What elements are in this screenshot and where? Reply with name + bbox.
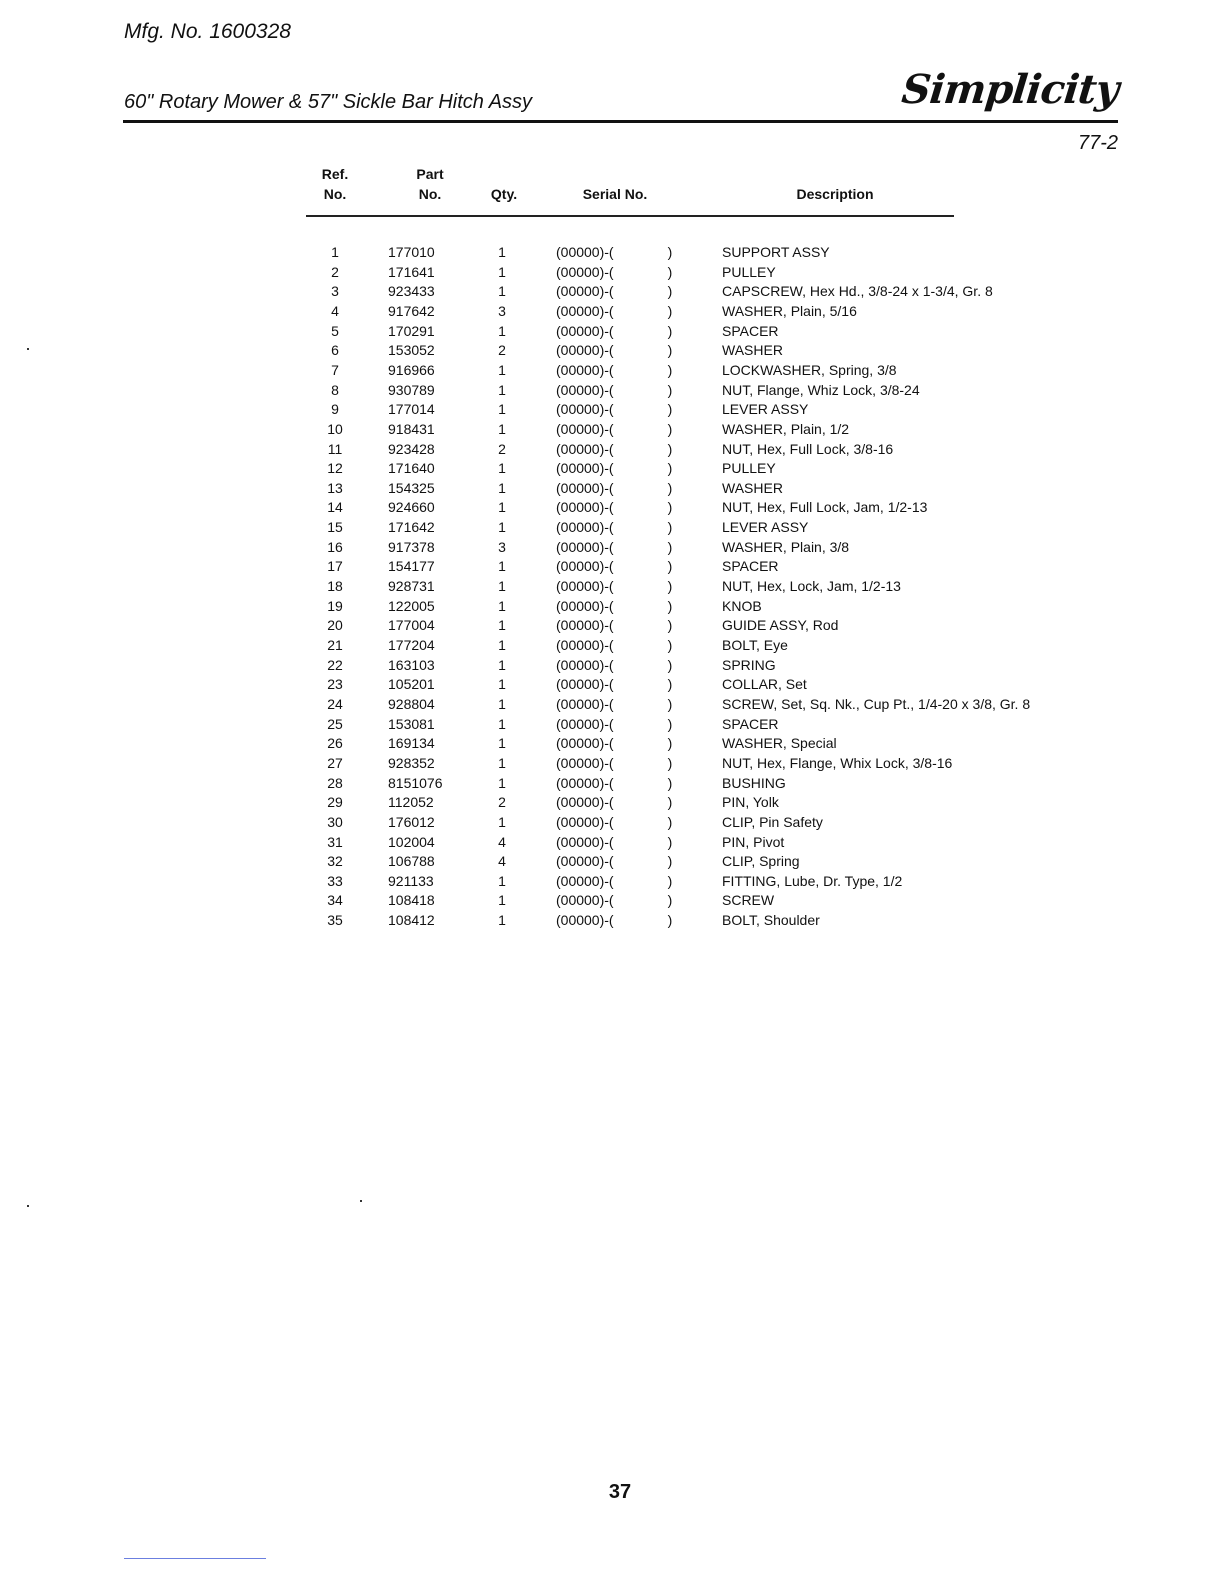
part-qty: 1 — [498, 637, 506, 653]
table-row — [0, 597, 1224, 617]
part-serial-close: ) — [667, 322, 673, 339]
column-header-part-line2: No. — [418, 186, 442, 202]
part-ref: 8 — [331, 381, 339, 398]
footer-line — [124, 1558, 266, 1559]
part-serial-close: ) — [667, 853, 673, 870]
part-serial: (00000)-( — [556, 420, 614, 437]
table-row — [0, 243, 1224, 263]
part-serial: (00000)-( — [556, 676, 614, 693]
part-ref: 15 — [327, 519, 343, 536]
part-ref: 16 — [327, 538, 343, 555]
part-description: BOLT, Eye — [722, 637, 788, 653]
part-number: 154177 — [388, 558, 435, 575]
part-serial: (00000)-( — [556, 715, 614, 732]
part-number: 171640 — [388, 460, 435, 477]
part-serial-close: ) — [667, 833, 673, 850]
part-number: 170291 — [388, 322, 435, 339]
part-serial: (00000)-( — [556, 538, 614, 555]
table-row — [0, 322, 1224, 342]
part-serial: (00000)-( — [556, 912, 614, 929]
part-description: WASHER, Plain, 3/8 — [722, 538, 850, 555]
part-ref: 14 — [327, 499, 343, 516]
column-header-ref-line1: Ref. — [321, 166, 349, 182]
part-serial-close: ) — [667, 244, 673, 260]
scan-speck — [27, 348, 29, 350]
table-row — [0, 793, 1224, 813]
part-ref: 10 — [327, 420, 343, 437]
part-number: 177204 — [388, 637, 435, 653]
part-serial: (00000)-( — [556, 499, 614, 516]
part-qty: 1 — [498, 361, 506, 378]
page-code: 77-2 — [1077, 132, 1118, 154]
part-ref: 23 — [327, 676, 343, 693]
part-number: 122005 — [388, 597, 435, 614]
part-number: 153081 — [388, 715, 435, 732]
part-qty: 1 — [498, 735, 506, 752]
part-qty: 2 — [498, 794, 506, 811]
part-serial: (00000)-( — [556, 754, 614, 771]
scan-speck — [27, 1205, 29, 1207]
part-description: LEVER ASSY — [722, 401, 809, 418]
part-qty: 1 — [498, 460, 506, 477]
table-row — [0, 891, 1224, 911]
part-qty: 1 — [498, 499, 506, 516]
part-description: WASHER, Plain, 5/16 — [722, 302, 857, 319]
table-row — [0, 656, 1224, 676]
part-qty: 1 — [498, 813, 506, 830]
part-serial-close: ) — [667, 597, 673, 614]
part-ref: 27 — [327, 754, 343, 771]
table-row — [0, 557, 1224, 577]
column-header-part — [400, 164, 460, 204]
part-serial-close: ) — [667, 342, 673, 359]
part-serial-close: ) — [667, 499, 673, 516]
part-number: 930789 — [388, 381, 435, 398]
part-number: 923433 — [388, 283, 435, 300]
part-description: SPACER — [722, 715, 779, 732]
part-qty: 3 — [498, 302, 506, 319]
header-rule — [123, 120, 1118, 123]
part-qty: 1 — [498, 656, 506, 673]
part-qty: 1 — [498, 872, 506, 889]
part-qty: 1 — [498, 754, 506, 771]
part-serial: (00000)-( — [556, 558, 614, 575]
column-header-rule — [306, 215, 954, 217]
part-ref: 31 — [327, 833, 343, 850]
table-row — [0, 774, 1224, 794]
part-serial: (00000)-( — [556, 302, 614, 319]
part-description: CLIP, Pin Safety — [722, 813, 823, 830]
part-qty: 1 — [498, 676, 506, 693]
part-ref: 6 — [331, 342, 339, 359]
table-row — [0, 538, 1224, 558]
part-serial: (00000)-( — [556, 460, 614, 477]
part-serial: (00000)-( — [556, 479, 614, 496]
table-row — [0, 282, 1224, 302]
part-serial-close: ) — [667, 695, 673, 712]
scan-speck — [360, 1200, 362, 1202]
table-row — [0, 754, 1224, 774]
part-number: 917378 — [388, 538, 435, 555]
part-qty: 1 — [498, 479, 506, 496]
table-row — [0, 872, 1224, 892]
part-serial: (00000)-( — [556, 597, 614, 614]
part-description: PULLEY — [722, 460, 776, 477]
column-header-description: Description — [796, 186, 874, 202]
part-serial: (00000)-( — [556, 853, 614, 870]
part-description: CLIP, Spring — [722, 853, 800, 870]
part-serial: (00000)-( — [556, 578, 614, 595]
table-row — [0, 734, 1224, 754]
part-number: 108412 — [388, 912, 435, 929]
part-description: WASHER, Plain, 1/2 — [722, 420, 850, 437]
part-ref: 3 — [331, 283, 339, 300]
table-row — [0, 911, 1224, 931]
part-qty: 4 — [498, 833, 506, 850]
part-ref: 33 — [327, 872, 343, 889]
part-ref: 32 — [327, 853, 343, 870]
part-serial-close: ) — [667, 361, 673, 378]
part-qty: 1 — [498, 263, 506, 280]
part-ref: 12 — [327, 460, 343, 477]
part-number: 924660 — [388, 499, 435, 516]
part-serial-close: ) — [667, 578, 673, 595]
part-number: 169134 — [388, 735, 435, 752]
part-ref: 25 — [327, 715, 343, 732]
part-serial: (00000)-( — [556, 637, 614, 653]
part-ref: 2 — [331, 263, 339, 280]
part-serial: (00000)-( — [556, 519, 614, 536]
part-ref: 7 — [331, 361, 339, 378]
part-serial: (00000)-( — [556, 263, 614, 280]
part-qty: 1 — [498, 283, 506, 300]
part-ref: 20 — [327, 617, 343, 634]
part-ref: 11 — [327, 440, 343, 457]
part-number: 153052 — [388, 342, 435, 359]
table-row — [0, 577, 1224, 597]
part-number: 928804 — [388, 695, 435, 712]
part-qty: 4 — [498, 853, 506, 870]
part-number: 928352 — [388, 754, 435, 771]
column-header-qty: Qty. — [490, 186, 518, 202]
column-header-part-line1: Part — [416, 166, 444, 182]
part-qty: 1 — [498, 774, 506, 791]
part-description: NUT, Hex, Flange, Whix Lock, 3/8-16 — [722, 754, 953, 771]
table-row — [0, 263, 1224, 283]
table-row — [0, 833, 1224, 853]
part-serial-close: ) — [667, 617, 673, 634]
part-number: 177010 — [388, 244, 435, 260]
part-qty: 1 — [498, 401, 506, 418]
part-ref: 1 — [331, 244, 339, 260]
table-row — [0, 695, 1224, 715]
part-serial: (00000)-( — [556, 361, 614, 378]
table-row — [0, 852, 1224, 872]
part-qty: 3 — [498, 538, 506, 555]
part-ref: 19 — [327, 597, 343, 614]
part-qty: 1 — [498, 695, 506, 712]
part-serial: (00000)-( — [556, 440, 614, 457]
part-ref: 30 — [327, 813, 343, 830]
part-serial-close: ) — [667, 440, 673, 457]
part-serial-close: ) — [667, 302, 673, 319]
table-row — [0, 440, 1224, 460]
part-number: 177004 — [388, 617, 435, 634]
part-qty: 1 — [498, 912, 506, 929]
page-number: 37 — [608, 1481, 632, 1503]
part-description: GUIDE ASSY, Rod — [722, 617, 839, 634]
table-row — [0, 813, 1224, 833]
part-description: LOCKWASHER, Spring, 3/8 — [722, 361, 897, 378]
part-number: 112052 — [388, 794, 434, 811]
part-serial-close: ) — [667, 892, 673, 909]
part-description: SUPPORT ASSY — [722, 244, 830, 260]
part-ref: 9 — [331, 401, 339, 418]
part-serial-close: ) — [667, 460, 673, 477]
part-number: 154325 — [388, 479, 435, 496]
part-qty: 1 — [498, 519, 506, 536]
part-qty: 1 — [498, 597, 506, 614]
table-row — [0, 361, 1224, 381]
part-description: SCREW, Set, Sq. Nk., Cup Pt., 1/4-20 x 3/8, Gr. 8 — [722, 695, 1031, 712]
part-number: 106788 — [388, 853, 435, 870]
part-qty: 1 — [498, 322, 506, 339]
part-number: 928731 — [388, 578, 435, 595]
part-serial: (00000)-( — [556, 813, 614, 830]
part-description: WASHER — [722, 342, 783, 359]
part-number: 923428 — [388, 440, 435, 457]
part-ref: 22 — [327, 656, 343, 673]
part-description: KNOB — [722, 597, 762, 614]
assembly-title: 60" Rotary Mower & 57" Sickle Bar Hitch Assy — [124, 91, 533, 113]
part-ref: 28 — [327, 774, 343, 791]
table-row — [0, 518, 1224, 538]
part-ref: 5 — [331, 322, 339, 339]
part-number: 916966 — [388, 361, 435, 378]
table-row — [0, 302, 1224, 322]
part-number: 918431 — [388, 420, 435, 437]
part-description: BOLT, Shoulder — [722, 912, 820, 929]
part-serial: (00000)-( — [556, 656, 614, 673]
part-description: NUT, Flange, Whiz Lock, 3/8-24 — [722, 381, 920, 398]
part-description: PULLEY — [722, 263, 776, 280]
part-ref: 35 — [327, 912, 343, 929]
table-row — [0, 636, 1224, 656]
part-serial: (00000)-( — [556, 695, 614, 712]
part-description: COLLAR, Set — [722, 676, 807, 693]
part-ref: 26 — [327, 735, 343, 752]
part-serial: (00000)-( — [556, 617, 614, 634]
part-serial-close: ) — [667, 637, 673, 653]
table-row — [0, 616, 1224, 636]
part-qty: 1 — [498, 892, 506, 909]
table-row — [0, 498, 1224, 518]
part-serial: (00000)-( — [556, 342, 614, 359]
part-serial: (00000)-( — [556, 794, 614, 811]
table-row — [0, 479, 1224, 499]
part-number: 917642 — [388, 302, 435, 319]
part-qty: 1 — [498, 617, 506, 634]
table-row — [0, 715, 1224, 735]
brand-logo: Simplicity — [899, 66, 1121, 113]
part-serial-close: ) — [667, 774, 673, 791]
part-serial: (00000)-( — [556, 244, 614, 260]
mfg-number: Mfg. No. 1600328 — [124, 20, 291, 43]
part-qty: 1 — [498, 381, 506, 398]
part-number: 108418 — [388, 892, 435, 909]
part-serial-close: ) — [667, 519, 673, 536]
part-serial-close: ) — [667, 479, 673, 496]
part-number: 921133 — [388, 872, 434, 889]
part-qty: 2 — [498, 342, 506, 359]
part-serial: (00000)-( — [556, 892, 614, 909]
part-description: PIN, Pivot — [722, 833, 785, 850]
part-serial-close: ) — [667, 401, 673, 418]
part-description: SPRING — [722, 656, 776, 673]
part-number: 8151076 — [388, 774, 443, 791]
part-number: 163103 — [388, 656, 435, 673]
part-serial: (00000)-( — [556, 872, 614, 889]
table-row — [0, 400, 1224, 420]
part-description: WASHER, Special — [722, 735, 837, 752]
part-description: WASHER — [722, 479, 783, 496]
part-ref: 13 — [327, 479, 343, 496]
part-serial-close: ) — [667, 676, 673, 693]
part-qty: 2 — [498, 440, 506, 457]
part-serial: (00000)-( — [556, 322, 614, 339]
part-description: SCREW — [722, 892, 775, 909]
part-qty: 1 — [498, 558, 506, 575]
part-description: FITTING, Lube, Dr. Type, 1/2 — [722, 872, 903, 889]
part-serial: (00000)-( — [556, 774, 614, 791]
part-serial-close: ) — [667, 872, 673, 889]
part-ref: 21 — [327, 637, 343, 653]
part-serial-close: ) — [667, 558, 673, 575]
part-serial: (00000)-( — [556, 283, 614, 300]
part-qty: 1 — [498, 244, 506, 260]
part-description: BUSHING — [722, 774, 786, 791]
part-description: PIN, Yolk — [722, 794, 779, 811]
table-row — [0, 459, 1224, 479]
part-qty: 1 — [498, 715, 506, 732]
part-serial-close: ) — [667, 263, 673, 280]
part-description: SPACER — [722, 558, 779, 575]
part-description: NUT, Hex, Full Lock, Jam, 1/2-13 — [722, 499, 928, 516]
part-serial-close: ) — [667, 912, 673, 929]
part-serial-close: ) — [667, 283, 673, 300]
part-serial-close: ) — [667, 420, 673, 437]
part-ref: 4 — [331, 302, 339, 319]
column-header-serial: Serial No. — [582, 186, 648, 202]
part-serial-close: ) — [667, 735, 673, 752]
table-row — [0, 420, 1224, 440]
part-description: CAPSCREW, Hex Hd., 3/8-24 x 1-3/4, Gr. 8 — [722, 283, 993, 300]
table-row — [0, 675, 1224, 695]
part-description: SPACER — [722, 322, 779, 339]
part-number: 177014 — [388, 401, 435, 418]
part-description: LEVER ASSY — [722, 519, 809, 536]
part-serial: (00000)-( — [556, 735, 614, 752]
part-serial-close: ) — [667, 538, 673, 555]
part-description: NUT, Hex, Lock, Jam, 1/2-13 — [722, 578, 901, 595]
part-ref: 18 — [327, 578, 343, 595]
part-serial: (00000)-( — [556, 401, 614, 418]
part-number: 171641 — [388, 263, 435, 280]
part-serial: (00000)-( — [556, 381, 614, 398]
part-serial-close: ) — [667, 754, 673, 771]
part-serial-close: ) — [667, 813, 673, 830]
part-number: 105201 — [388, 676, 435, 693]
part-number: 102004 — [388, 833, 435, 850]
part-qty: 1 — [498, 578, 506, 595]
part-ref: 24 — [327, 695, 343, 712]
column-header-ref — [314, 164, 356, 204]
part-serial-close: ) — [667, 794, 673, 811]
part-ref: 17 — [327, 558, 343, 575]
part-serial-close: ) — [667, 381, 673, 398]
column-header-ref-line2: No. — [323, 186, 347, 202]
part-serial-close: ) — [667, 715, 673, 732]
table-row — [0, 381, 1224, 401]
part-number: 176012 — [388, 813, 435, 830]
part-ref: 29 — [327, 794, 343, 811]
part-serial-close: ) — [667, 656, 673, 673]
table-row — [0, 341, 1224, 361]
part-description: NUT, Hex, Full Lock, 3/8-16 — [722, 440, 894, 457]
part-qty: 1 — [498, 420, 506, 437]
part-serial: (00000)-( — [556, 833, 614, 850]
part-number: 171642 — [388, 519, 435, 536]
part-ref: 34 — [327, 892, 343, 909]
